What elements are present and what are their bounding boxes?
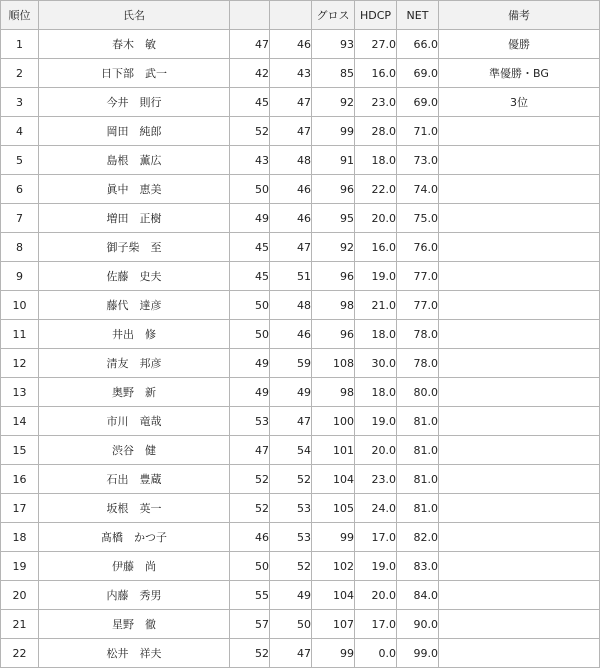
cell-in-score: 47 xyxy=(270,639,312,668)
cell-note: 3位 xyxy=(439,88,600,117)
cell-name: 伊藤 尚 xyxy=(39,552,230,581)
cell-name: 藤代 達彦 xyxy=(39,291,230,320)
cell-note xyxy=(439,117,600,146)
cell-rank: 6 xyxy=(1,175,39,204)
cell-out-score: 52 xyxy=(230,465,270,494)
table-row xyxy=(1,349,600,378)
cell-note xyxy=(439,175,600,204)
cell-hdcp: 18.0 xyxy=(355,146,397,175)
cell-in-score: 48 xyxy=(270,146,312,175)
header-net: NET xyxy=(397,1,439,30)
cell-gross: 107 xyxy=(312,610,355,639)
cell-hdcp: 23.0 xyxy=(355,465,397,494)
cell-gross: 101 xyxy=(312,436,355,465)
header-gross: グロス xyxy=(312,1,355,30)
cell-note xyxy=(439,523,600,552)
cell-note xyxy=(439,349,600,378)
cell-out-score: 42 xyxy=(230,59,270,88)
cell-note: 優勝 xyxy=(439,30,600,59)
cell-net: 99.0 xyxy=(397,639,439,668)
cell-note xyxy=(439,552,600,581)
cell-out-score: 45 xyxy=(230,88,270,117)
table-row xyxy=(1,262,600,291)
cell-rank: 21 xyxy=(1,610,39,639)
cell-gross: 98 xyxy=(312,291,355,320)
cell-note xyxy=(439,436,600,465)
cell-out-score: 49 xyxy=(230,349,270,378)
cell-note xyxy=(439,610,600,639)
cell-gross: 100 xyxy=(312,407,355,436)
cell-name: 星野 徹 xyxy=(39,610,230,639)
cell-hdcp: 28.0 xyxy=(355,117,397,146)
cell-net: 73.0 xyxy=(397,146,439,175)
header-row xyxy=(1,1,600,30)
table-row xyxy=(1,610,600,639)
cell-note xyxy=(439,320,600,349)
cell-note xyxy=(439,494,600,523)
cell-name: 奥野 新 xyxy=(39,378,230,407)
cell-out-score: 49 xyxy=(230,204,270,233)
cell-gross: 99 xyxy=(312,117,355,146)
cell-name: 岡田 純郎 xyxy=(39,117,230,146)
table-row xyxy=(1,204,600,233)
cell-note: 準優勝・BG xyxy=(439,59,600,88)
cell-net: 77.0 xyxy=(397,262,439,291)
cell-rank: 20 xyxy=(1,581,39,610)
table-row xyxy=(1,30,600,59)
cell-name: 日下部 武一 xyxy=(39,59,230,88)
cell-rank: 1 xyxy=(1,30,39,59)
cell-rank: 14 xyxy=(1,407,39,436)
cell-hdcp: 19.0 xyxy=(355,552,397,581)
cell-gross: 108 xyxy=(312,349,355,378)
table-row xyxy=(1,436,600,465)
cell-gross: 92 xyxy=(312,88,355,117)
cell-gross: 91 xyxy=(312,146,355,175)
cell-in-score: 47 xyxy=(270,407,312,436)
cell-out-score: 45 xyxy=(230,262,270,291)
cell-rank: 2 xyxy=(1,59,39,88)
cell-in-score: 43 xyxy=(270,59,312,88)
cell-hdcp: 21.0 xyxy=(355,291,397,320)
cell-rank: 17 xyxy=(1,494,39,523)
table-row xyxy=(1,523,600,552)
cell-gross: 99 xyxy=(312,639,355,668)
cell-out-score: 50 xyxy=(230,291,270,320)
table-row xyxy=(1,291,600,320)
cell-name: 内藤 秀男 xyxy=(39,581,230,610)
table-row xyxy=(1,59,600,88)
cell-in-score: 50 xyxy=(270,610,312,639)
cell-note xyxy=(439,291,600,320)
cell-out-score: 46 xyxy=(230,523,270,552)
cell-rank: 3 xyxy=(1,88,39,117)
table-row xyxy=(1,639,600,668)
cell-hdcp: 24.0 xyxy=(355,494,397,523)
cell-hdcp: 20.0 xyxy=(355,204,397,233)
cell-in-score: 46 xyxy=(270,30,312,59)
cell-gross: 98 xyxy=(312,378,355,407)
table-row xyxy=(1,552,600,581)
cell-in-score: 53 xyxy=(270,494,312,523)
cell-name: 御子柴 至 xyxy=(39,233,230,262)
cell-hdcp: 27.0 xyxy=(355,30,397,59)
cell-hdcp: 19.0 xyxy=(355,407,397,436)
table-row xyxy=(1,233,600,262)
cell-hdcp: 22.0 xyxy=(355,175,397,204)
cell-gross: 96 xyxy=(312,262,355,291)
cell-in-score: 52 xyxy=(270,465,312,494)
cell-note xyxy=(439,262,600,291)
table-row xyxy=(1,320,600,349)
cell-net: 80.0 xyxy=(397,378,439,407)
table-header xyxy=(1,1,600,30)
cell-out-score: 52 xyxy=(230,639,270,668)
header-rank: 順位 xyxy=(1,1,39,30)
cell-hdcp: 20.0 xyxy=(355,581,397,610)
cell-out-score: 50 xyxy=(230,175,270,204)
table-row xyxy=(1,175,600,204)
cell-gross: 102 xyxy=(312,552,355,581)
cell-name: 今井 則行 xyxy=(39,88,230,117)
cell-net: 78.0 xyxy=(397,349,439,378)
cell-out-score: 49 xyxy=(230,378,270,407)
cell-rank: 10 xyxy=(1,291,39,320)
cell-note xyxy=(439,639,600,668)
cell-net: 78.0 xyxy=(397,320,439,349)
cell-gross: 96 xyxy=(312,175,355,204)
cell-name: 眞中 恵美 xyxy=(39,175,230,204)
cell-name: 増田 正樹 xyxy=(39,204,230,233)
table-row xyxy=(1,494,600,523)
cell-rank: 11 xyxy=(1,320,39,349)
cell-net: 66.0 xyxy=(397,30,439,59)
cell-hdcp: 16.0 xyxy=(355,233,397,262)
table-row xyxy=(1,465,600,494)
cell-note xyxy=(439,204,600,233)
cell-name: 春木 敏 xyxy=(39,30,230,59)
cell-note xyxy=(439,378,600,407)
cell-net: 82.0 xyxy=(397,523,439,552)
cell-net: 81.0 xyxy=(397,465,439,494)
cell-in-score: 47 xyxy=(270,233,312,262)
cell-hdcp: 0.0 xyxy=(355,639,397,668)
cell-in-score: 48 xyxy=(270,291,312,320)
cell-gross: 104 xyxy=(312,465,355,494)
cell-net: 83.0 xyxy=(397,552,439,581)
table-row xyxy=(1,146,600,175)
table-row xyxy=(1,581,600,610)
cell-rank: 15 xyxy=(1,436,39,465)
cell-in-score: 52 xyxy=(270,552,312,581)
cell-out-score: 52 xyxy=(230,117,270,146)
cell-name: 石出 豊蔵 xyxy=(39,465,230,494)
cell-net: 75.0 xyxy=(397,204,439,233)
cell-gross: 95 xyxy=(312,204,355,233)
cell-in-score: 59 xyxy=(270,349,312,378)
cell-note xyxy=(439,407,600,436)
cell-rank: 9 xyxy=(1,262,39,291)
cell-name: 渋谷 健 xyxy=(39,436,230,465)
cell-net: 81.0 xyxy=(397,494,439,523)
cell-gross: 96 xyxy=(312,320,355,349)
cell-net: 81.0 xyxy=(397,436,439,465)
cell-rank: 19 xyxy=(1,552,39,581)
cell-hdcp: 18.0 xyxy=(355,378,397,407)
table-row xyxy=(1,378,600,407)
cell-out-score: 50 xyxy=(230,320,270,349)
cell-rank: 7 xyxy=(1,204,39,233)
cell-in-score: 54 xyxy=(270,436,312,465)
cell-rank: 16 xyxy=(1,465,39,494)
cell-out-score: 55 xyxy=(230,581,270,610)
cell-in-score: 49 xyxy=(270,581,312,610)
cell-in-score: 46 xyxy=(270,175,312,204)
cell-gross: 85 xyxy=(312,59,355,88)
cell-net: 77.0 xyxy=(397,291,439,320)
cell-rank: 8 xyxy=(1,233,39,262)
cell-net: 76.0 xyxy=(397,233,439,262)
table-row xyxy=(1,88,600,117)
cell-out-score: 45 xyxy=(230,233,270,262)
table-row xyxy=(1,407,600,436)
cell-net: 81.0 xyxy=(397,407,439,436)
cell-in-score: 49 xyxy=(270,378,312,407)
cell-net: 74.0 xyxy=(397,175,439,204)
cell-out-score: 47 xyxy=(230,30,270,59)
cell-out-score: 47 xyxy=(230,436,270,465)
cell-gross: 104 xyxy=(312,581,355,610)
cell-net: 69.0 xyxy=(397,88,439,117)
cell-gross: 105 xyxy=(312,494,355,523)
cell-rank: 4 xyxy=(1,117,39,146)
header-out xyxy=(230,1,270,30)
header-name: 氏名 xyxy=(39,1,230,30)
cell-rank: 13 xyxy=(1,378,39,407)
cell-name: 髙橋 かつ子 xyxy=(39,523,230,552)
cell-out-score: 53 xyxy=(230,407,270,436)
header-in xyxy=(270,1,312,30)
cell-out-score: 52 xyxy=(230,494,270,523)
cell-name: 佐藤 史夫 xyxy=(39,262,230,291)
cell-net: 71.0 xyxy=(397,117,439,146)
cell-note xyxy=(439,233,600,262)
cell-rank: 12 xyxy=(1,349,39,378)
cell-in-score: 53 xyxy=(270,523,312,552)
cell-gross: 93 xyxy=(312,30,355,59)
cell-name: 島根 薫広 xyxy=(39,146,230,175)
cell-rank: 22 xyxy=(1,639,39,668)
table-body xyxy=(1,30,600,668)
cell-out-score: 43 xyxy=(230,146,270,175)
cell-hdcp: 18.0 xyxy=(355,320,397,349)
cell-net: 90.0 xyxy=(397,610,439,639)
cell-gross: 92 xyxy=(312,233,355,262)
cell-name: 井出 修 xyxy=(39,320,230,349)
cell-hdcp: 19.0 xyxy=(355,262,397,291)
cell-hdcp: 23.0 xyxy=(355,88,397,117)
header-note: 備考 xyxy=(439,1,600,30)
cell-note xyxy=(439,581,600,610)
cell-hdcp: 17.0 xyxy=(355,610,397,639)
cell-hdcp: 30.0 xyxy=(355,349,397,378)
cell-out-score: 50 xyxy=(230,552,270,581)
cell-net: 84.0 xyxy=(397,581,439,610)
cell-name: 市川 竜哉 xyxy=(39,407,230,436)
cell-rank: 18 xyxy=(1,523,39,552)
cell-in-score: 47 xyxy=(270,88,312,117)
cell-hdcp: 16.0 xyxy=(355,59,397,88)
cell-note xyxy=(439,146,600,175)
cell-hdcp: 20.0 xyxy=(355,436,397,465)
cell-hdcp: 17.0 xyxy=(355,523,397,552)
cell-name: 坂根 英一 xyxy=(39,494,230,523)
table-row xyxy=(1,117,600,146)
cell-name: 松井 祥夫 xyxy=(39,639,230,668)
header-hdcp: HDCP xyxy=(355,1,397,30)
cell-name: 清友 邦彦 xyxy=(39,349,230,378)
cell-out-score: 57 xyxy=(230,610,270,639)
cell-in-score: 46 xyxy=(270,320,312,349)
cell-in-score: 46 xyxy=(270,204,312,233)
cell-rank: 5 xyxy=(1,146,39,175)
cell-in-score: 51 xyxy=(270,262,312,291)
cell-in-score: 47 xyxy=(270,117,312,146)
cell-net: 69.0 xyxy=(397,59,439,88)
cell-note xyxy=(439,465,600,494)
cell-gross: 99 xyxy=(312,523,355,552)
